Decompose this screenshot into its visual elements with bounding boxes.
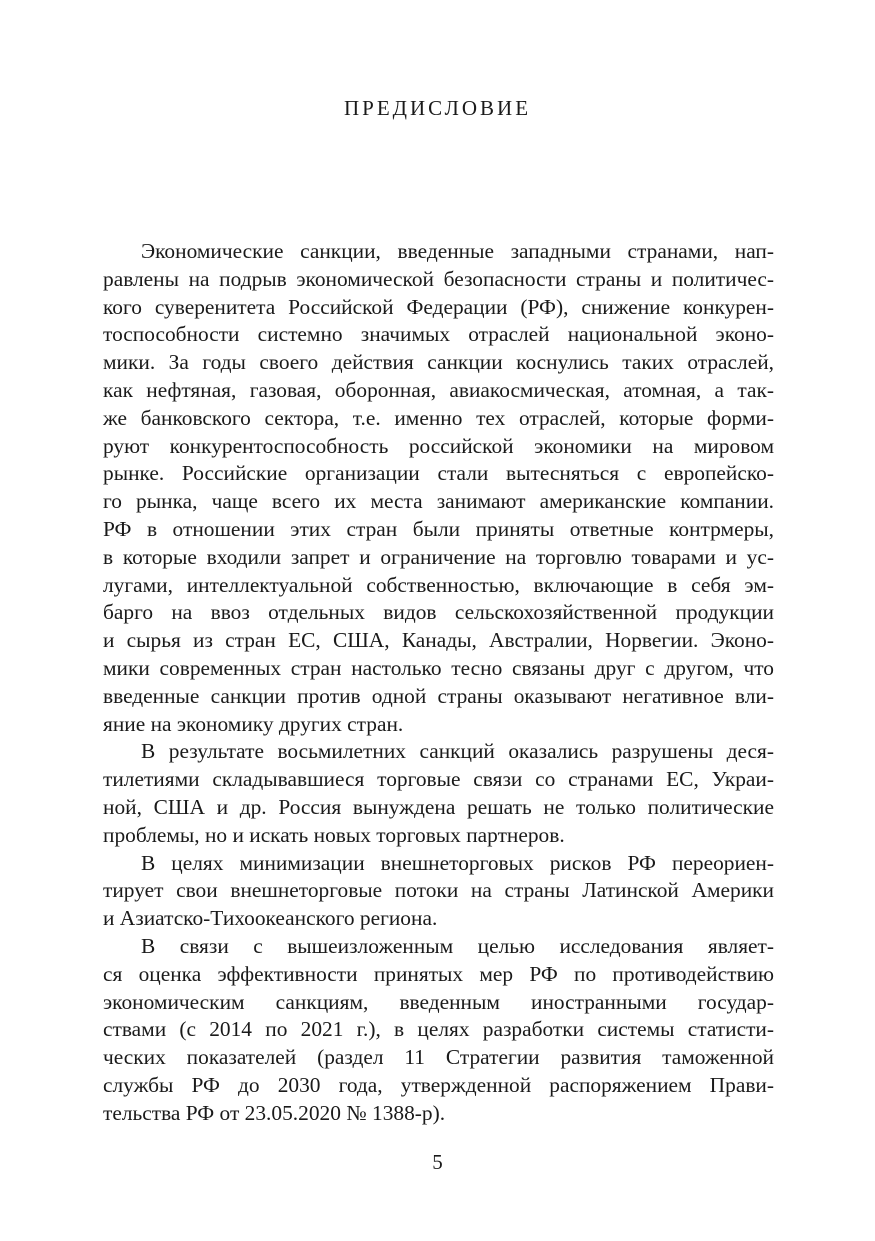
text-line: же банковского сектора, т.е. именно тех отраслей, которые форми-	[103, 405, 774, 430]
body-text	[103, 238, 774, 1128]
text-line: введенные санкции против одной страны оказывают негативное вли-	[103, 683, 774, 708]
text-line: РФ в отношении этих стран были приняты ответные контрмеры,	[103, 516, 774, 541]
text-line: экономическим санкциям, введенным иностранными государ-	[103, 989, 774, 1014]
text-line: ческих показателей (раздел 11 Стратегии развития таможенной	[103, 1045, 774, 1070]
text-line: кого суверенитета Российской Федерации (РФ), снижение конкурен-	[103, 294, 774, 319]
text-line: и Азиатско-Тихоокеанского региона.	[103, 906, 438, 931]
page-number: 5	[432, 1150, 443, 1174]
text-line: как нефтяная, газовая, оборонная, авиакосмическая, атомная, а так-	[103, 377, 774, 402]
text-line: тоспособности системно значимых отраслей национальной эконо-	[103, 322, 774, 347]
text-line: и сырья из стран ЕС, США, Канады, Австралии, Норвегии. Эконо-	[103, 628, 774, 653]
text-line: тирует свои внешнеторговые потоки на страны Латинской Америки	[103, 878, 774, 903]
text-line: В результате восьмилетних санкций оказались разрушены деся-	[141, 739, 774, 764]
text-line: мики. За годы своего действия санкции коснулись таких отраслей,	[103, 350, 774, 375]
text-line: тилетиями складывавшиеся торговые связи со странами ЕС, Украи-	[103, 767, 774, 792]
text-line: рынке. Российские организации стали вытесняться с европейско-	[103, 461, 774, 486]
text-line: В целях минимизации внешнеторговых рисков РФ переориен-	[141, 850, 774, 875]
text-line: барго на ввоз отдельных видов сельскохозяйственной продукции	[103, 600, 774, 625]
text-line: яние на экономику других стран.	[103, 711, 404, 736]
text-line: В связи с вышеизложенным целью исследования являет-	[141, 933, 774, 958]
text-line: руют конкурентоспособность российской экономики на мировом	[103, 433, 774, 458]
text-line: тельства РФ от 23.05.2020 № 1388-р).	[103, 1100, 446, 1125]
text-line: Экономические санкции, введенные западными странами, нап-	[141, 239, 774, 263]
text-line: го рынка, чаще всего их места занимают американские компании.	[103, 489, 774, 514]
text-line: равлены на подрыв экономической безопасности страны и политичес-	[103, 266, 774, 291]
text-line: мики современных стран настолько тесно связаны друг с другом, что	[103, 655, 774, 680]
text-line: в которые входили запрет и ограничение на торговлю товарами и ус-	[103, 544, 774, 569]
page-title: ПРЕДИСЛОВИЕ	[343, 96, 532, 120]
text-line: проблемы, но и искать новых торговых партнеров.	[103, 822, 565, 847]
text-line: ной, США и др. Россия вынуждена решать не только политические	[103, 794, 774, 819]
text-line: лугами, интеллектуальной собственностью, включающие в себя эм-	[103, 572, 774, 597]
text-line: ся оценка эффективности принятых мер РФ по противодействию	[103, 961, 774, 986]
text-line: ствами (с 2014 по 2021 г.), в целях разработки системы статисти-	[103, 1017, 774, 1042]
text-line: службы РФ до 2030 года, утвержденной распоряжением Прави-	[103, 1072, 774, 1097]
